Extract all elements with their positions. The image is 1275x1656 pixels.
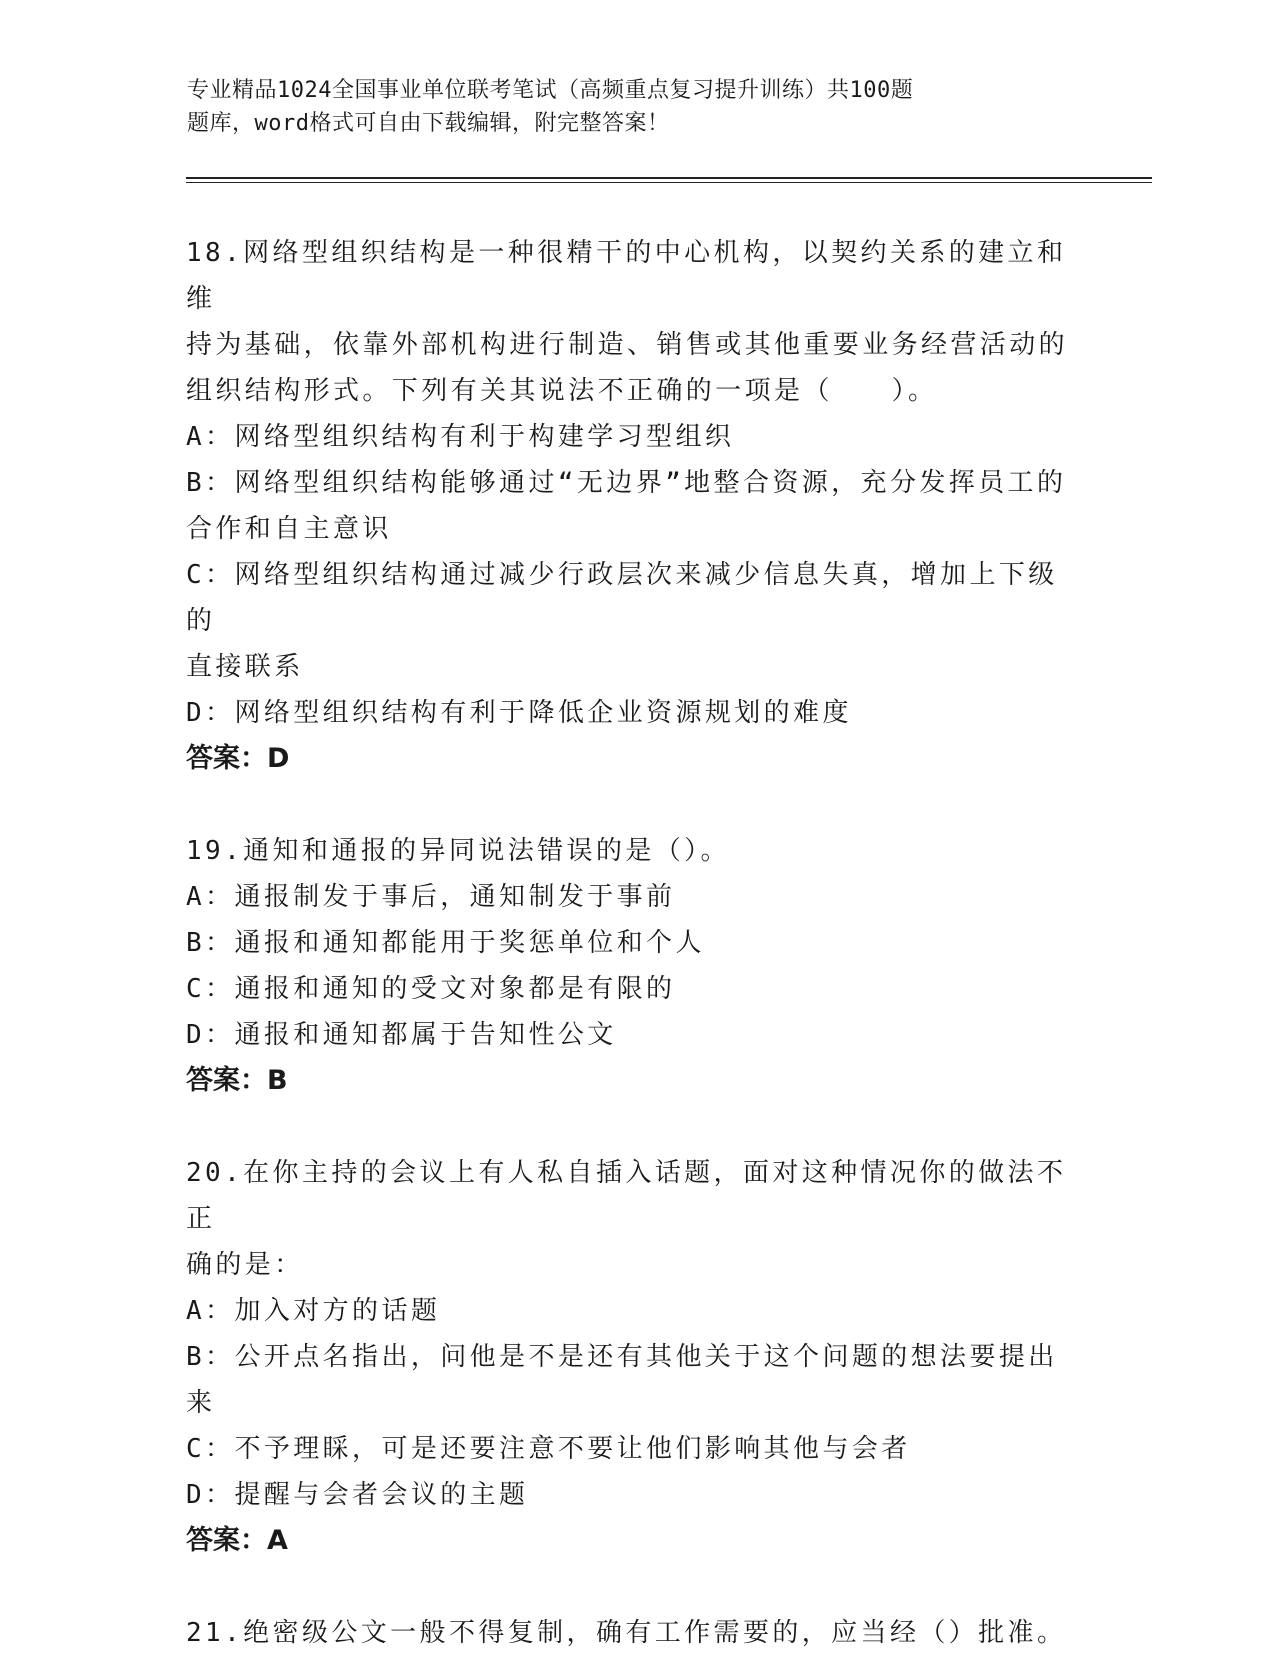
- question-stem-line: 19.通知和通报的异同说法错误的是（）。: [186, 836, 730, 866]
- option-c: C：不予理睬，可是还要注意不要让他们影响其他与会者: [186, 1434, 911, 1464]
- question-stem-line: 18.网络型组织结构是一种很精干的中心机构，以契约关系的建立和维: [186, 238, 1067, 314]
- document-header: [187, 74, 1067, 140]
- option-a: A：网络型组织结构有利于构建学习型组织: [186, 422, 735, 452]
- option-c: C：网络型组织结构通过减少行政层次来减少信息失真，增加上下级的: [186, 560, 1058, 636]
- answer-label: 答案：B: [186, 1065, 288, 1096]
- option-a: A：加入对方的话题: [186, 1296, 441, 1326]
- option-b-continued: 合作和自主意识: [186, 514, 392, 544]
- question-list: [186, 230, 1086, 1656]
- option-c-continued: 直接联系: [186, 652, 304, 682]
- option-c: C：通报和通知的受文对象都是有限的: [186, 974, 676, 1004]
- question-20: [186, 1150, 1086, 1564]
- option-b: B：公开点名指出，问他是不是还有其他关于这个问题的想法要提出来: [186, 1342, 1058, 1418]
- question-19: [186, 828, 1086, 1104]
- option-b: B：网络型组织结构能够通过“无边界”地整合资源，充分发挥员工的: [186, 468, 1067, 498]
- option-b: B：通报和通知都能用于奖惩单位和个人: [186, 928, 705, 958]
- question-stem-line: 21.绝密级公文一般不得复制，确有工作需要的，应当经（）批准。: [186, 1618, 1067, 1648]
- question-stem-line: 确的是：: [186, 1250, 304, 1280]
- question-21: [186, 1610, 1086, 1656]
- header-divider-thick: [186, 177, 1152, 179]
- header-divider-thin: [186, 182, 1152, 183]
- question-stem-line: 组织结构形式。下列有关其说法不正确的一项是（ ）。: [186, 376, 938, 406]
- option-d: D：网络型组织结构有利于降低企业资源规划的难度: [186, 698, 852, 728]
- answer-label: 答案：D: [186, 743, 290, 774]
- option-d: D：通报和通知都属于告知性公文: [186, 1020, 617, 1050]
- header-line-1: 专业精品1024全国事业单位联考笔试（高频重点复习提升训练）共100题: [187, 78, 914, 103]
- question-stem-line: 20.在你主持的会议上有人私自插入话题，面对这种情况你的做法不正: [186, 1158, 1067, 1234]
- answer-label: 答案：A: [186, 1525, 288, 1556]
- question-stem-line: 持为基础，依靠外部机构进行制造、销售或其他重要业务经营活动的: [186, 330, 1069, 360]
- option-a: A：通报制发于事后，通知制发于事前: [186, 882, 676, 912]
- header-line-2: 题库，word格式可自由下载编辑，附完整答案！: [187, 111, 670, 136]
- question-18: [186, 230, 1086, 782]
- option-d: D：提醒与会者会议的主题: [186, 1480, 529, 1510]
